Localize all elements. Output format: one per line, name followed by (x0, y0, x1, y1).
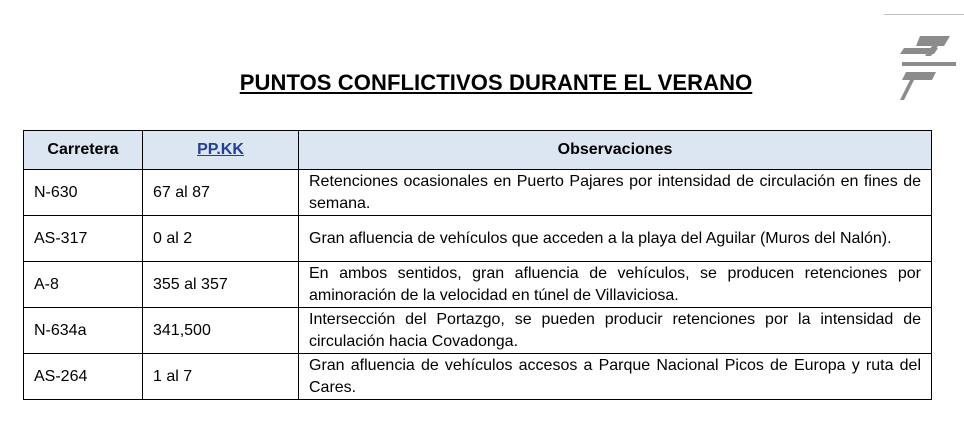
cell-observaciones: Gran afluencia de vehículos accesos a Parque Nacional Picos de Europa y ruta del Cares. (299, 354, 932, 400)
cell-ppkk: 1 al 7 (143, 354, 299, 400)
cell-observaciones: Retenciones ocasionales en Puerto Pajares por intensidad de circulación en fines de semana. (299, 170, 932, 216)
table-row (24, 262, 932, 308)
header-observaciones: Observaciones (299, 131, 932, 170)
table-row (24, 216, 932, 262)
cell-ppkk: 67 al 87 (143, 170, 299, 216)
table-row (24, 308, 932, 354)
cell-carretera: A-8 (24, 262, 143, 308)
table-row (24, 354, 932, 400)
cell-carretera: AS-317 (24, 216, 143, 262)
table-row (24, 170, 932, 216)
cell-observaciones: Gran afluencia de vehículos que acceden a la playa del Aguilar (Muros del Nalón). (299, 216, 932, 262)
conflict-points-table (23, 130, 932, 400)
cell-observaciones: En ambos sentidos, gran afluencia de vehículos, se producen retenciones por aminoración de la velocidad en túnel de Villaviciosa. (299, 262, 932, 308)
cell-observaciones: Intersección del Portazgo, se pueden producir retenciones por la intensidad de circulación hacia Covadonga. (299, 308, 932, 354)
cell-carretera: N-634a (24, 308, 143, 354)
cell-ppkk: 0 al 2 (143, 216, 299, 262)
header-rule (884, 14, 964, 15)
table-header-row (24, 131, 932, 170)
cell-ppkk: 355 al 357 (143, 262, 299, 308)
header-ppkk-link[interactable]: PP.KK (143, 131, 299, 170)
cell-ppkk: 341,500 (143, 308, 299, 354)
header-carretera: Carretera (24, 131, 143, 170)
page-title: PUNTOS CONFLICTIVOS DURANTE EL VERANO (239, 70, 753, 95)
cell-carretera: AS-264 (24, 354, 143, 400)
cell-carretera: N-630 (24, 170, 143, 216)
